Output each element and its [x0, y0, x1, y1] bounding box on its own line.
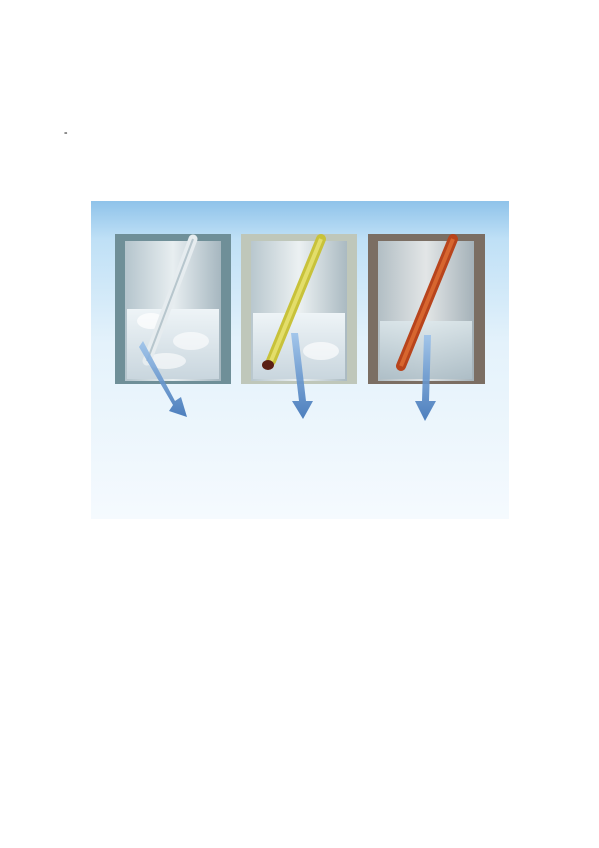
section-heading-introduccion [48, 98, 66, 110]
photo-panel-a [115, 234, 231, 384]
equilibrium-figure [91, 201, 509, 519]
section-heading-antecedentes [48, 613, 66, 625]
